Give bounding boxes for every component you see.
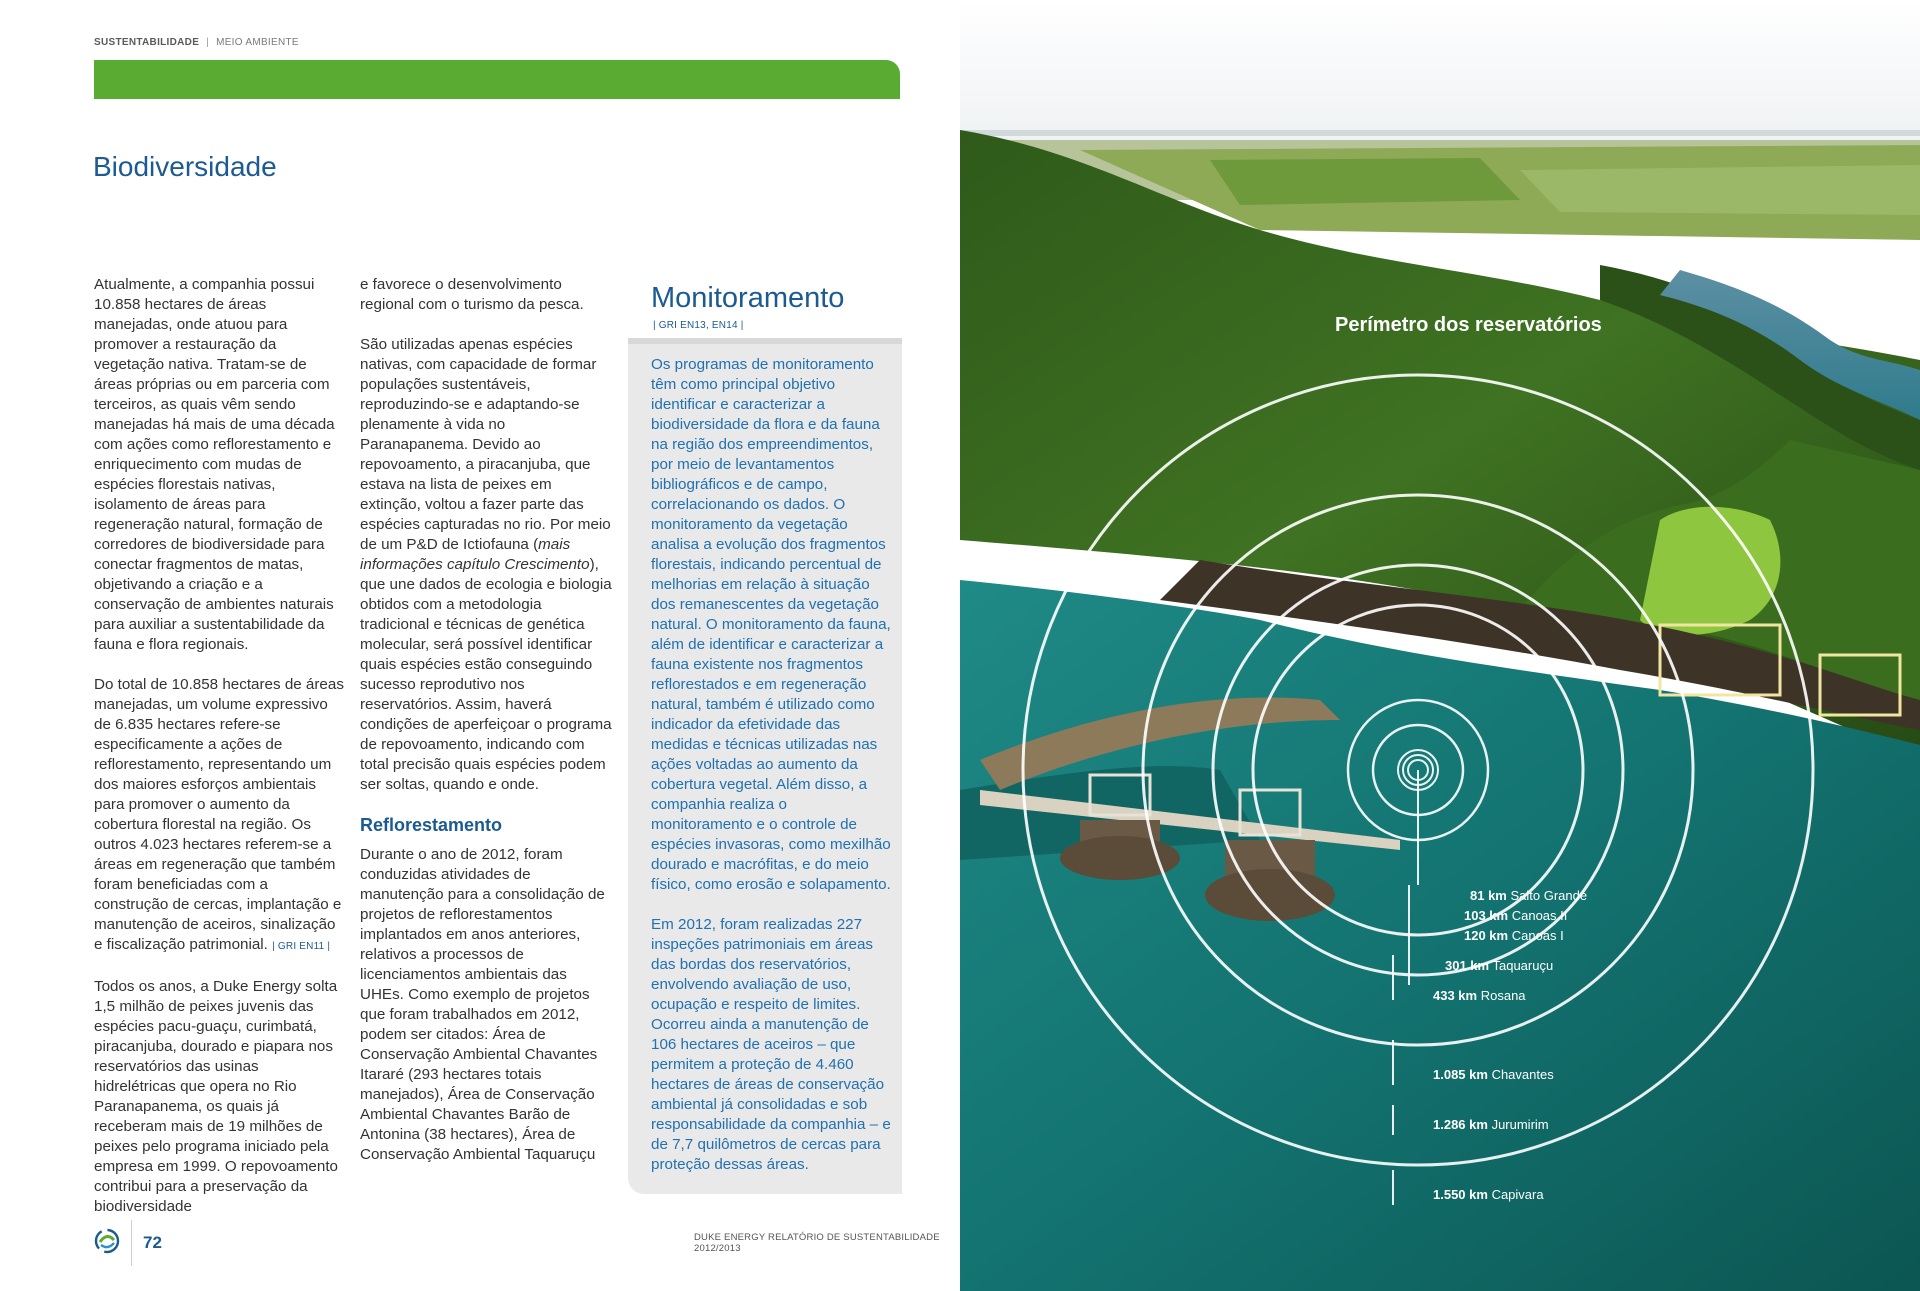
paragraph (94, 675, 344, 957)
paragraph-text: Do total de 10.858 hectares de áreas manejadas, um volume expressivo de 6.835 hectares refere-se especificamente a ações de reflorestamento, representando um dos maiores esforços ambientais para promover o aumento da cobertura florestal na região. Os outros 4.023 hectares referem-se a áreas em regeneração que também foram beneficiadas com a construção de cercas, implantação e manutenção de aceiros, sinalização e fiscalização patrimonial. (94, 676, 344, 953)
duke-energy-logo-icon (94, 1228, 120, 1254)
sidebar-body (651, 355, 891, 1195)
text-column-1 (94, 275, 344, 1237)
reservoir-name: Canoas II (1511, 908, 1568, 923)
svg-text:433 km Rosana (1433, 988, 1526, 1003)
reservoir-km: 1.085 km (1433, 1067, 1488, 1082)
header-separator: | (206, 37, 210, 48)
section-header (94, 37, 299, 48)
svg-text:301 km Taquaruçu (1445, 958, 1553, 973)
reservoir-name: Capivara (1491, 1187, 1544, 1202)
section-label: SUSTENTABILIDADE (94, 37, 200, 48)
svg-text:1.085 km Chavantes (1433, 1067, 1554, 1082)
subsection-label: MEIO AMBIENTE (216, 37, 299, 48)
svg-text:81 km Salto Grande (1470, 888, 1587, 903)
reservoir-name: Jurumirim (1491, 1117, 1549, 1132)
svg-text:1.550 km Capivara (1433, 1187, 1544, 1202)
header-green-bar (94, 60, 900, 99)
reservoir-km: 1.550 km (1433, 1187, 1488, 1202)
paragraph: e favorece o desenvolvimento regional com o turismo da pesca. (360, 276, 584, 313)
monitoring-sidebar (628, 270, 902, 1194)
reservoir-km: 81 km (1470, 888, 1507, 903)
infographic-title: Perímetro dos reservatórios (1335, 314, 1602, 336)
reservoir-name: Canoas I (1511, 928, 1564, 943)
reservoir-km: 433 km (1433, 988, 1478, 1003)
sidebar-divider (628, 338, 902, 344)
svg-text:103 km Canoas II (1464, 908, 1567, 923)
reservoir-km: 103 km (1464, 908, 1509, 923)
paragraph: Atualmente, a companhia possui 10.858 hectares de áreas manejadas, onde atuou para promover a restauração da vegetação nativa. Tratam-se de áreas próprias ou em parceria com terceiros, as quais vêm sendo manejadas há mais de uma década com ações como reflorestamento e enriquecimento com mudas de espécies florestais nativas, isolamento de áreas para regeneração natural, formação de corredores de biodiversidade para conectar fragmentos de matas, objetivando a criação e a conservação de ambientes naturais para auxiliar a sustentabilidade da fauna e flora regionais. (94, 276, 335, 653)
right-page-photo (960, 0, 1920, 1291)
subheading-reflorestamento: Reflorestamento (360, 815, 503, 835)
page-number: 72 (143, 1233, 162, 1252)
paragraph: Todos os anos, a Duke Energy solta 1,5 milhão de peixes juvenis das espécies pacu-guaçu, curimbatá, piracanjuba, dourado e piapara nos reservatórios das usinas hidrelétricas que opera no Rio Paranapanema, os quais já receberam mais de 19 milhões de peixes pelo programa iniciado pela empresa em 1999. O repovoamento contribui para a preservação da biodiversidade (94, 978, 338, 1215)
gri-reference: | GRI EN11 | (272, 941, 331, 952)
sidebar-title: Monitoramento (651, 282, 845, 314)
document-title: DUKE ENERGY RELATÓRIO DE SUSTENTABILIDADE 2012/2013 (694, 1232, 940, 1254)
reservoir-name: Taquaruçu (1492, 958, 1554, 973)
svg-text:120 km Canoas I (1464, 928, 1564, 943)
reservoir-km: 301 km (1445, 958, 1490, 973)
reservoir-name: Rosana (1480, 988, 1526, 1003)
paragraph: Durante o ano de 2012, foram conduzidas atividades de manutenção para a consolidação de projetos de reflorestamentos implantados em anos anteriores, relativos a processos de licenciamentos ambientais das UHEs. Como exemplo de projetos que foram trabalhados em 2012, podem ser citados: Área de Conservação Ambiental Chavantes Itararé (293 hectares totais manejados), Área de Conservação Ambiental Chavantes Barão de Antonina (38 hectares), Área de Conservação Ambiental Taquaruçu (360, 846, 605, 1163)
gri-reference: | GRI EN13, EN14 | (653, 320, 744, 331)
paragraph-text: São utilizadas apenas espécies nativas, com capacidade de formar populações sustentáveis, reproduzindo-se e adaptando-se plenamente à vida no Paranapanema. Devido ao repovoamento, a piracanjuba, que estava na lista de peixes em extinção, voltou a fazer parte das espécies capturadas no rio. Por meio de um P&D de Ictiofauna ( (360, 336, 611, 553)
text-column-2 (360, 275, 612, 1185)
paragraph: Em 2012, foram realizadas 227 inspeções patrimoniais em áreas das bordas dos reservatórios, envolvendo avaliação de uso, ocupação e respeito de limites. Ocorreu ainda a manutenção de 106 hectares de aceiros – que permitem a proteção de 4.460 hectares de áreas de conservação ambiental já consolidadas e sob responsabilidade da companhia – e de 7,7 quilômetros de cercas para proteção dessas áreas. (651, 916, 891, 1173)
footer-divider (131, 1220, 132, 1266)
dam-aerial-photo (960, 0, 1920, 1291)
paragraph (360, 335, 612, 795)
svg-text:1.286 km Jurumirim (1433, 1117, 1549, 1132)
reservoir-km: 120 km (1464, 928, 1509, 943)
italic-reference: mais informações capítulo Crescimento (360, 536, 590, 573)
reservoir-name: Salto Grande (1510, 888, 1588, 903)
paragraph-text: ), que une dados de ecologia e biologia obtidos com a metodologia tradicional e técnicas de genética molecular, será possível identificar quais espécies estão conseguindo sucesso reprodutivo nos reservatórios. Assim, haverá condições de aperfeiçoar o programa de repovoamento, indicando com total precisão quais espécies podem ser soltas, quando e onde. (360, 556, 612, 793)
page-title: Biodiversidade (93, 151, 277, 182)
paragraph: Os programas de monitoramento têm como principal objetivo identificar e caracterizar a biodiversidade da flora e da fauna na região dos empreendimentos, por meio de levantamentos bibliográficos e de campo, correlacionando os dados. O monitoramento da vegetação analisa a evolução dos fragmentos florestais, indicando percentual de melhorias em relação à situação dos remanescentes da vegetação natural. O monitoramento da fauna, além de identificar e caracterizar a fauna existente nos fragmentos reflorestados e em regeneração natural, também é utilizado como indicador da efetividade das medidas e técnicas utilizadas nas ações voltadas ao aumento da cobertura vegetal. Além disso, a companhia realiza o monitoramento e o controle de espécies invasoras, como mexilhão dourado e macrófitas, e do meio físico, como erosão e solapamento. (651, 356, 891, 893)
reservoir-km: 1.286 km (1433, 1117, 1488, 1132)
sidebar-header (628, 270, 902, 338)
reservoir-name: Chavantes (1491, 1067, 1554, 1082)
